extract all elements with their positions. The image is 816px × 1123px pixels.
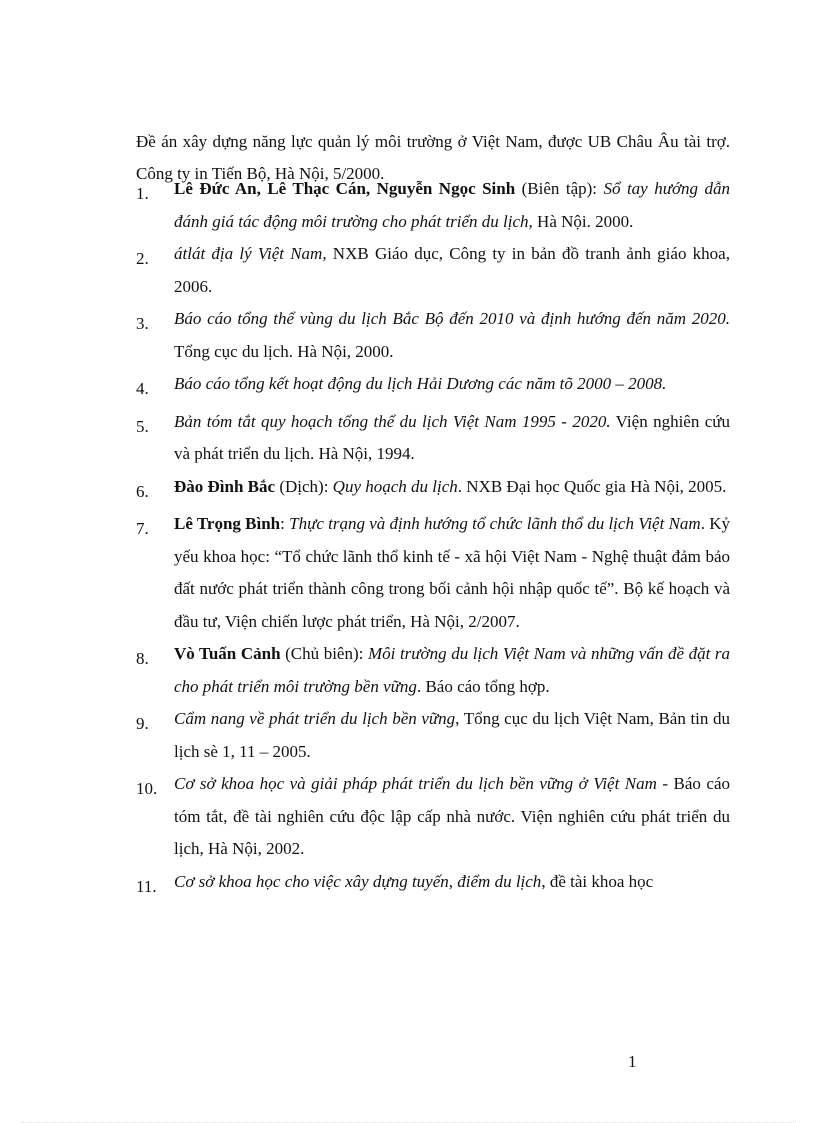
reference-text xyxy=(174,866,730,896)
reference-detail: : xyxy=(280,514,290,533)
reference-detail: , Hà Nội. 2000. xyxy=(528,211,634,231)
reference-item xyxy=(136,638,730,703)
reference-author: Vò Tuấn Cảnh xyxy=(174,644,281,663)
reference-detail: Tổng cục du lịch. Hà Nội, 2000. xyxy=(174,341,394,361)
reference-title: Bản tóm tắt quy hoạch tổng thể du lịch Việt Nam 1995 - 2020. xyxy=(174,411,611,431)
reference-title: Quy hoạch du lịch xyxy=(332,476,458,496)
page-number: 1 xyxy=(628,1052,637,1071)
reference-number: 2. xyxy=(136,249,149,268)
reference-number: 10. xyxy=(136,779,158,798)
reference-item xyxy=(136,406,730,471)
reference-title: Báo cáo tổng kết hoạt động du lịch Hải Dương các năm tõ 2000 – 2008. xyxy=(174,374,667,393)
reference-item xyxy=(136,368,730,406)
reference-number: 7. xyxy=(136,519,149,538)
reference-title: Báo cáo tổng thể vùng du lịch Bắc Bộ đến 2010 và định hướng đến năm 2020. xyxy=(174,309,730,328)
reference-number: 6. xyxy=(136,481,149,501)
reference-title: átlát địa lý Việt Nam xyxy=(174,244,323,263)
reference-text xyxy=(174,768,730,866)
reference-number: 5. xyxy=(136,416,149,436)
reference-number: 4. xyxy=(136,379,149,398)
reference-text xyxy=(174,638,730,703)
reference-text xyxy=(174,173,730,238)
intro-paragraph: Đề án xây dựng năng lực quản lý môi trường ở Việt Nam, được UB Châu Âu tài trợ. Công ty in Tiến Bộ, Hà Nội, 5/2000. xyxy=(136,132,730,183)
reference-detail: Viện nghiên cứu và phát triển du lịch. Hà Nội, 1994. xyxy=(174,411,731,463)
reference-number: 11. xyxy=(136,876,157,896)
reference-item xyxy=(136,703,730,768)
reference-number: 3. xyxy=(136,314,149,333)
reference-title: Cơ sở khoa học cho việc xây dựng tuyến, điểm du lịch xyxy=(174,871,542,891)
reference-detail: (Biên tập): xyxy=(515,179,604,198)
reference-author: Đào Đình Bắc xyxy=(174,476,276,496)
reference-author: Lê Trọng Bình xyxy=(174,514,281,533)
reference-title: Cẩm nang về phát triển du lịch bền vững xyxy=(174,709,456,728)
reference-item xyxy=(136,173,730,238)
reference-item xyxy=(136,768,730,866)
reference-item xyxy=(136,508,730,638)
reference-item xyxy=(136,238,730,303)
reference-text xyxy=(174,508,730,638)
reference-detail: - Báo cáo tóm tắt, đề tài nghiên cứu độc lập cấp nhà nước. Viện nghiên cứu phát triển du lịch, Hà Nội, 2002. xyxy=(174,774,731,858)
reference-number: 1. xyxy=(136,184,149,203)
reference-number: 9. xyxy=(136,714,149,733)
reference-detail: , đề tài khoa học xyxy=(541,871,654,891)
reference-detail: (Chủ biên): xyxy=(280,644,368,663)
reference-text xyxy=(174,368,730,406)
reference-number: 8. xyxy=(136,649,149,668)
reference-text xyxy=(174,471,730,509)
reference-item xyxy=(136,471,730,509)
reference-text xyxy=(174,238,730,303)
reference-item xyxy=(136,866,730,896)
reference-title: Cơ sở khoa học và giải pháp phát triển du lịch bền vững ở Việt Nam xyxy=(174,774,657,793)
reference-detail: (Dịch): xyxy=(275,476,333,496)
reference-detail: , Tổng cục du lịch Việt Nam, Bản tin du lịch sè 1, 11 – 2005. xyxy=(174,709,730,761)
reference-title: Sổ tay hướng dẫn đánh giá tác động môi trường cho phát triển du lịch xyxy=(174,179,730,231)
reference-title: Môi trường du lịch Việt Nam và những vấn đề đặt ra cho phát triển môi trường bền vững xyxy=(174,644,731,696)
reference-author: Lê Đức An, Lê Thạc Cán, Nguyễn Ngọc Sinh xyxy=(174,179,516,198)
reference-detail: , NXB Giáo dục, Công ty in bản đồ tranh ảnh giáo khoa, 2006. xyxy=(174,244,730,296)
reference-list xyxy=(136,173,730,896)
reference-detail: . Kỷ yếu khoa học: “Tổ chức lãnh thổ kinh tế - xã hội Việt Nam - Nghệ thuật đảm bảo đất nước phát triển thành công trong bối cảnh hội nhập quốc tế”. Bộ kế hoạch và đầu tư, Viện chiến lược phát triển, Hà Nội, 2/2007. xyxy=(174,514,730,631)
reference-text xyxy=(174,406,730,471)
reference-text xyxy=(174,303,730,368)
reference-detail: . NXB Đại học Quốc gia Hà Nội, 2005. xyxy=(457,476,727,496)
reference-title: Thực trạng và định hướng tổ chức lãnh thổ du lịch Việt Nam xyxy=(289,514,701,533)
reference-item xyxy=(136,303,730,368)
reference-detail: . Báo cáo tổng hợp. xyxy=(416,676,550,696)
reference-text xyxy=(174,703,730,768)
